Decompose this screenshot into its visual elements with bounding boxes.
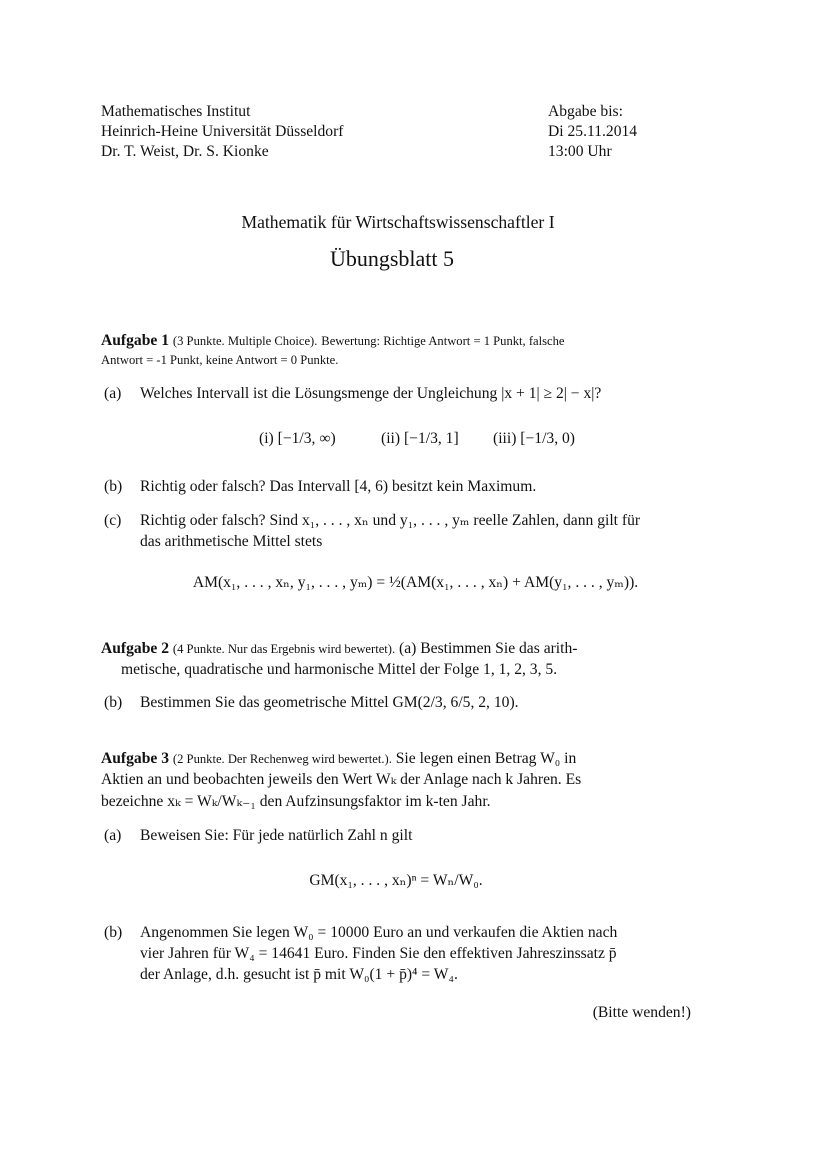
deadline-label: Abgabe bis: — [548, 103, 623, 120]
option-ii — [381, 428, 459, 449]
part-label: (a) — [104, 827, 122, 844]
part-label: (b) — [104, 924, 123, 941]
aufgabe3-intro-line3: bezeichne xₖ = Wₖ/Wₖ₋₁ den Aufzinsungsfaktor im k-ten Jahr. — [101, 793, 491, 810]
deadline-date: Di 25.11.2014 — [548, 123, 638, 140]
part-label: (a) — [104, 385, 122, 402]
aufgabe1-grading: Bewertung: Richtige Antwort = 1 Punkt, falsche — [321, 334, 565, 348]
aufgabe2-part-a-text: metische, quadratische und harmonische Mittel der Folge 1, 1, 2, 3, 5. — [121, 661, 558, 678]
aufgabe2-header — [101, 638, 691, 660]
aufgabe2-meta: (4 Punkte. Nur das Ergebnis wird bewertet). — [172, 642, 396, 656]
aufgabe2-part-a-intro: (a) Bestimmen Sie das arith- — [399, 640, 578, 657]
institution-block — [101, 101, 501, 161]
part-text: Welches Intervall ist die Lösungsmenge der Ungleichung |x + 1| ≥ 2| − x|? — [140, 385, 602, 402]
part-text-line1: Richtig oder falsch? Sind x₁, . . . , xₙ und y₁, . . . , yₘ reelle Zahlen, dann gilt für — [140, 512, 641, 529]
aufgabe3-intro-line2: Aktien an und beobachten jeweils den Wert Wₖ der Anlage nach k Jahren. Es — [101, 771, 582, 788]
part-label: (b) — [104, 694, 123, 711]
aufgabe3-meta: (2 Punkte. Der Rechenweg wird bewertet.). — [172, 752, 392, 766]
aufgabe1-meta: (3 Punkte. Multiple Choice). — [172, 334, 318, 348]
turn-page-note: (Bitte wenden!) — [592, 1004, 691, 1021]
aufgabe3-heading: Aufgabe 3 — [101, 750, 170, 767]
part-text: Bestimmen Sie das geometrische Mittel GM(2/3, 6/5, 2, 10). — [140, 694, 519, 711]
aufgabe1-header — [101, 330, 691, 352]
aufgabe1-options — [259, 424, 599, 464]
option-label: (iii) — [493, 430, 517, 447]
option-label: (ii) — [381, 430, 401, 447]
option-interval: [−1/3, 0) — [520, 430, 575, 447]
option-interval: [−1/3, ∞) — [277, 430, 336, 447]
part-text-line1: Angenommen Sie legen W₀ = 10000 Euro an und verkaufen die Aktien nach — [140, 924, 618, 941]
deadline-time: 13:00 Uhr — [548, 143, 612, 160]
aufgabe3-intro-line1: Sie legen einen Betrag W₀ in — [395, 750, 577, 767]
part-text-line2: vier Jahren für W₄ = 14641 Euro. Finden Sie den effektiven Jahreszinssatz p̄ — [140, 945, 617, 962]
option-interval: [−1/3, 1] — [403, 430, 459, 447]
option-label: (i) — [259, 430, 274, 447]
part-label: (c) — [104, 512, 122, 529]
deadline-block — [548, 101, 708, 161]
option-iii — [493, 428, 575, 449]
part-text: Beweisen Sie: Für jede natürlich Zahl n gilt — [140, 827, 413, 844]
part-text-line3: der Anlage, d.h. gesucht ist p̄ mit W₀(1 + p̄)⁴ = W₄. — [140, 966, 458, 983]
aufgabe1-heading: Aufgabe 1 — [101, 332, 170, 349]
part-text: Richtig oder falsch? Das Intervall [4, 6) besitzt kein Maximum. — [140, 478, 537, 495]
course-title: Mathematik für Wirtschaftswissenschaftler I — [241, 212, 555, 232]
institute-name: Mathematisches Institut — [101, 103, 251, 120]
aufgabe3-formula-gm: GM(x₁, . . . , xₙ)ⁿ = Wₙ/W₀. — [309, 872, 483, 889]
aufgabe3-header — [101, 748, 691, 770]
sheet-title: Übungsblatt 5 — [329, 246, 455, 271]
aufgabe2-heading: Aufgabe 2 — [101, 640, 170, 657]
option-i — [259, 428, 336, 449]
university-name: Heinrich-Heine Universität Düsseldorf — [101, 123, 344, 140]
aufgabe1-grading-cont: Antwort = -1 Punkt, keine Antwort = 0 Punkte. — [101, 353, 339, 367]
part-label: (b) — [104, 478, 123, 495]
aufgabe1-formula-am: AM(x₁, . . . , xₙ, y₁, . . . , yₘ) = ½(AM(x₁, . . . , xₙ) + AM(y₁, . . . , yₘ)). — [192, 574, 639, 591]
lecturers: Dr. T. Weist, Dr. S. Kionke — [101, 143, 269, 160]
part-text-line2: das arithmetische Mittel stets — [140, 533, 323, 550]
